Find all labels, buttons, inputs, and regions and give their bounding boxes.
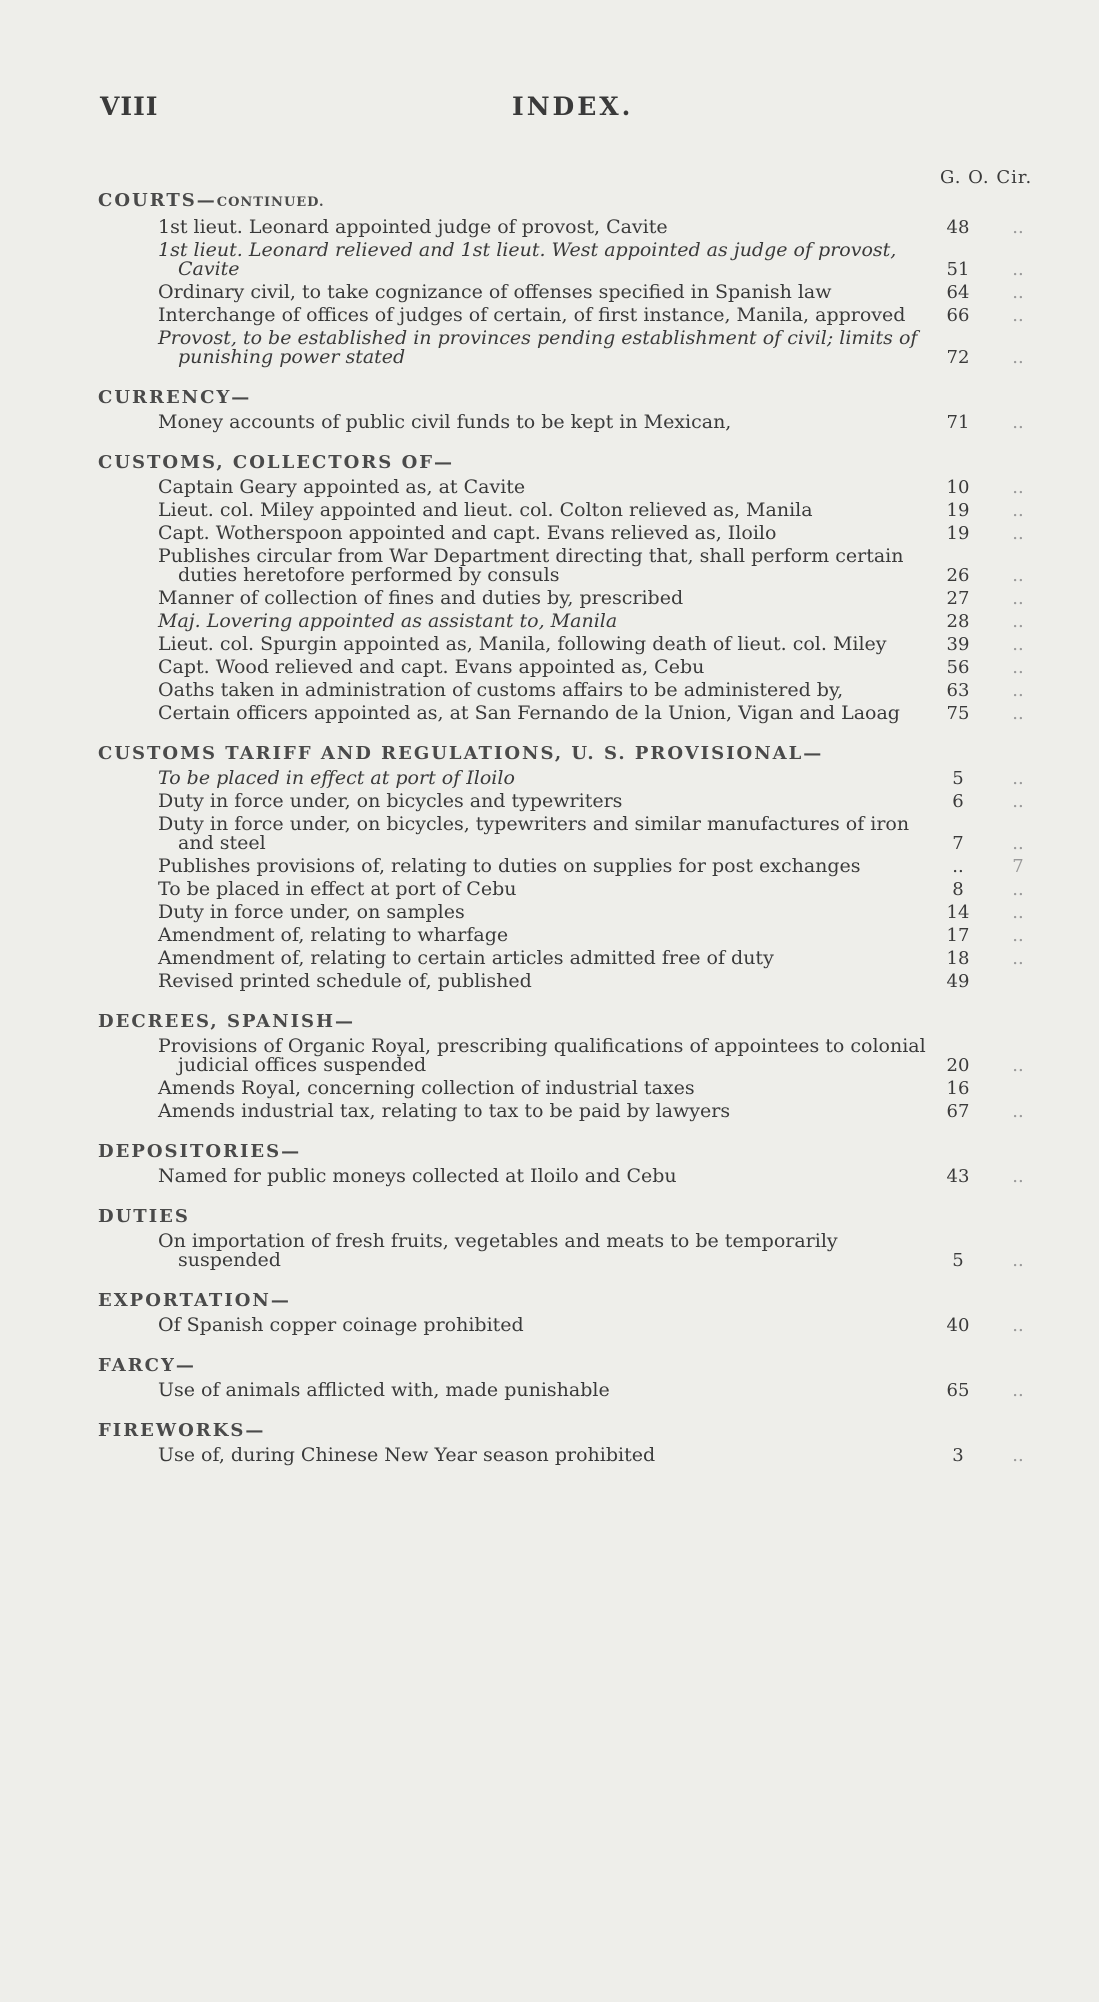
general-order-number: 19 bbox=[946, 500, 970, 521]
general-order-number: 65 bbox=[946, 1380, 970, 1401]
general-order-number: 71 bbox=[946, 412, 970, 433]
entry-text: Certain officers appointed as, at San Fernando de la Union, Vigan and Laoag bbox=[158, 702, 900, 724]
entry-text: Duty in force under, on samples bbox=[158, 901, 465, 923]
entry-text: Capt. Wotherspoon appointed and capt. Evans relieved as, Iloilo bbox=[158, 522, 777, 544]
general-order-number: 5 bbox=[952, 1250, 964, 1271]
general-order-number: 66 bbox=[946, 305, 970, 326]
section-heading bbox=[98, 1137, 1048, 1167]
general-order-number: 10 bbox=[946, 477, 970, 498]
general-order-number: 56 bbox=[946, 657, 970, 678]
index-entry bbox=[98, 610, 1024, 632]
index-section bbox=[98, 739, 1048, 991]
entry-text: Ordinary civil, to take cognizance of offenses specified in Spanish law bbox=[158, 281, 832, 303]
general-order-number: 19 bbox=[946, 523, 970, 544]
entry-text: Of Spanish copper coinage prohibited bbox=[158, 1314, 524, 1336]
general-order-number: 17 bbox=[946, 925, 970, 946]
entry-text: Maj. Lovering appointed as assistant to, Manila bbox=[158, 610, 618, 632]
general-order-number: 51 bbox=[946, 259, 970, 280]
section-heading bbox=[98, 1416, 1048, 1446]
index-entry bbox=[98, 1165, 1024, 1187]
entry-text: Lieut. col. Miley appointed and lieut. col. Colton relieved as, Manila bbox=[158, 499, 813, 521]
general-order-number: 72 bbox=[946, 347, 970, 368]
index-entry bbox=[98, 633, 1024, 655]
index-section bbox=[98, 1137, 1048, 1186]
general-order-number: 8 bbox=[952, 879, 964, 900]
section-heading bbox=[98, 448, 1048, 478]
index-entry bbox=[98, 679, 1024, 701]
circular-number: .. bbox=[1012, 1055, 1024, 1076]
index-entry bbox=[98, 702, 1024, 724]
index-section bbox=[98, 448, 1048, 723]
general-order-number: 43 bbox=[946, 1166, 970, 1187]
index-entry bbox=[98, 813, 1024, 854]
entry-text: Capt. Wood relieved and capt. Evans appointed as, Cebu bbox=[158, 656, 705, 678]
circular-number: .. bbox=[1012, 1101, 1024, 1122]
general-order-number: .. bbox=[952, 856, 964, 877]
general-order-number: 27 bbox=[946, 588, 970, 609]
entry-text: Provisions of Organic Royal, prescribing qualifications of appointees to colonial judicial offices suspended bbox=[158, 1035, 926, 1076]
index-entry bbox=[98, 924, 1024, 946]
index-entry bbox=[98, 216, 1024, 238]
section-heading-text: DUTIES bbox=[98, 1206, 190, 1227]
general-order-number: 48 bbox=[946, 217, 970, 238]
entry-text: To be placed in effect at port of Iloilo bbox=[158, 767, 515, 789]
general-order-number: 40 bbox=[946, 1315, 970, 1336]
general-order-number: 28 bbox=[946, 611, 970, 632]
index-entry bbox=[98, 790, 1024, 812]
index-section bbox=[98, 1416, 1048, 1465]
section-heading-text: EXPORTATION— bbox=[98, 1290, 291, 1311]
index-entry bbox=[98, 239, 1024, 280]
index-entry bbox=[98, 901, 1024, 923]
entry-text: Amendment of, relating to wharfage bbox=[158, 924, 509, 946]
circular-number: .. bbox=[1012, 1380, 1024, 1401]
index-section bbox=[98, 1007, 1048, 1121]
circular-number: .. bbox=[1012, 523, 1024, 544]
section-heading bbox=[98, 1351, 1048, 1381]
index-entry bbox=[98, 411, 1024, 433]
section-heading-text: COURTS— bbox=[98, 190, 217, 211]
circular-number: .. bbox=[1012, 634, 1024, 655]
circular-number: .. bbox=[1012, 477, 1024, 498]
index-entry bbox=[98, 1230, 1024, 1271]
index-entry bbox=[98, 767, 1024, 789]
entry-text: On importation of fresh fruits, vegetables and meats to be temporarily suspended bbox=[158, 1230, 838, 1271]
index-section bbox=[98, 186, 1048, 367]
general-order-number: 14 bbox=[946, 902, 970, 923]
entry-text: Amends industrial tax, relating to tax to be paid by lawyers bbox=[158, 1100, 731, 1122]
index-entry bbox=[98, 304, 1024, 326]
entry-text: 1st lieut. Leonard appointed judge of provost, Cavite bbox=[158, 216, 668, 238]
index-entry bbox=[98, 1314, 1024, 1336]
section-continued-label: CONTINUED. bbox=[216, 195, 325, 210]
circular-number: .. bbox=[1012, 259, 1024, 280]
circular-number: .. bbox=[1012, 412, 1024, 433]
index-entry bbox=[98, 587, 1024, 609]
index-section bbox=[98, 1351, 1048, 1400]
entry-text: Publishes provisions of, relating to duties on supplies for post exchanges bbox=[158, 855, 861, 877]
index-section bbox=[98, 1286, 1048, 1335]
entry-text: Oaths taken in administration of customs affairs to be administered by, bbox=[158, 679, 844, 701]
circular-number: .. bbox=[1012, 347, 1024, 368]
general-order-number: 20 bbox=[946, 1055, 970, 1076]
entry-text: Money accounts of public civil funds to be kept in Mexican, bbox=[158, 411, 732, 433]
general-order-number: 26 bbox=[946, 565, 970, 586]
page-number: VIII bbox=[100, 92, 159, 121]
section-heading bbox=[98, 739, 1048, 769]
section-heading-text: DEPOSITORIES— bbox=[98, 1141, 302, 1162]
index-section bbox=[98, 1202, 1048, 1270]
index-entries bbox=[98, 186, 1048, 1481]
circular-number: .. bbox=[1012, 833, 1024, 854]
circular-number: .. bbox=[1012, 879, 1024, 900]
section-heading bbox=[98, 1007, 1048, 1037]
entry-text: Publishes circular from War Department directing that, shall perform certain duties heretofore performed by consuls bbox=[158, 545, 904, 586]
general-order-number: 64 bbox=[946, 282, 970, 303]
entry-text: Provost, to be established in provinces pending establishment of civil; limits of punishing power stated bbox=[158, 327, 918, 368]
index-entry bbox=[98, 1035, 1024, 1076]
index-entry bbox=[98, 522, 1024, 544]
general-order-number: 63 bbox=[946, 680, 970, 701]
circular-number: .. bbox=[1012, 1250, 1024, 1271]
section-heading bbox=[98, 1202, 1048, 1232]
entry-text: Captain Geary appointed as, at Cavite bbox=[158, 476, 526, 498]
general-order-number: 16 bbox=[946, 1078, 970, 1099]
index-entry bbox=[98, 1100, 1024, 1122]
entry-text: Lieut. col. Spurgin appointed as, Manila, following death of lieut. col. Miley bbox=[158, 633, 887, 655]
index-entry bbox=[98, 878, 1024, 900]
circular-number: .. bbox=[1012, 768, 1024, 789]
general-order-number: 6 bbox=[952, 791, 964, 812]
index-entry bbox=[98, 1379, 1024, 1401]
general-order-number: 67 bbox=[946, 1101, 970, 1122]
index-entry bbox=[98, 281, 1024, 303]
circular-number: .. bbox=[1012, 925, 1024, 946]
index-entry bbox=[98, 947, 1024, 969]
column-header-go-cir: G. O. Cir. bbox=[940, 167, 1033, 188]
section-heading-text: CUSTOMS TARIFF AND REGULATIONS, U. S. PROVISIONAL— bbox=[98, 743, 824, 764]
entry-text: Use of animals afflicted with, made punishable bbox=[158, 1379, 610, 1401]
circular-number: 7 bbox=[1012, 856, 1024, 877]
section-heading-text: CUSTOMS, COLLECTORS OF— bbox=[98, 452, 455, 473]
general-order-number: 49 bbox=[946, 971, 970, 992]
entry-text: Interchange of offices of judges of certain, of first instance, Manila, approved bbox=[158, 304, 906, 326]
index-entry bbox=[98, 656, 1024, 678]
circular-number: .. bbox=[1012, 703, 1024, 724]
circular-number: .. bbox=[1012, 1445, 1024, 1466]
index-entry bbox=[98, 1444, 1024, 1466]
entry-text: Manner of collection of fines and duties by, prescribed bbox=[158, 587, 684, 609]
circular-number: .. bbox=[1012, 500, 1024, 521]
section-heading bbox=[98, 383, 1048, 413]
entry-text: Duty in force under, on bicycles, typewriters and similar manufactures of iron and steel bbox=[158, 813, 910, 854]
general-order-number: 18 bbox=[946, 948, 970, 969]
entry-text: Amends Royal, concerning collection of industrial taxes bbox=[158, 1077, 695, 1099]
circular-number: .. bbox=[1012, 948, 1024, 969]
circular-number: .. bbox=[1012, 565, 1024, 586]
circular-number: .. bbox=[1012, 611, 1024, 632]
entry-text: Amendment of, relating to certain articles admitted free of duty bbox=[158, 947, 774, 969]
index-entry bbox=[98, 855, 1024, 877]
entry-text: Use of, during Chinese New Year season prohibited bbox=[158, 1444, 656, 1466]
section-heading-text: DECREES, SPANISH— bbox=[98, 1011, 356, 1032]
index-entry bbox=[98, 499, 1024, 521]
index-entry bbox=[98, 1077, 970, 1099]
entry-text: Revised printed schedule of, published bbox=[158, 970, 532, 992]
index-entry bbox=[98, 545, 1024, 586]
section-heading bbox=[98, 186, 1048, 218]
circular-number: .. bbox=[1012, 791, 1024, 812]
general-order-number: 39 bbox=[946, 634, 970, 655]
section-heading-text: FARCY— bbox=[98, 1355, 196, 1376]
index-entry bbox=[98, 970, 970, 992]
circular-number: .. bbox=[1012, 902, 1024, 923]
entry-text: Duty in force under, on bicycles and typewriters bbox=[158, 790, 623, 812]
circular-number: .. bbox=[1012, 282, 1024, 303]
index-entry bbox=[98, 327, 1024, 368]
circular-number: .. bbox=[1012, 657, 1024, 678]
circular-number: .. bbox=[1012, 217, 1024, 238]
section-heading bbox=[98, 1286, 1048, 1316]
section-heading-text: CURRENCY— bbox=[98, 387, 252, 408]
entry-text: 1st lieut. Leonard relieved and 1st lieut. West appointed as judge of provost, Cavite bbox=[158, 239, 897, 280]
page-title: INDEX. bbox=[512, 92, 634, 121]
section-heading-text: FIREWORKS— bbox=[98, 1420, 266, 1441]
entry-text: To be placed in effect at port of Cebu bbox=[158, 878, 517, 900]
general-order-number: 7 bbox=[952, 833, 964, 854]
circular-number: .. bbox=[1012, 588, 1024, 609]
general-order-number: 3 bbox=[952, 1445, 964, 1466]
general-order-number: 5 bbox=[952, 768, 964, 789]
index-entry bbox=[98, 476, 1024, 498]
general-order-number: 75 bbox=[946, 703, 970, 724]
circular-number: .. bbox=[1012, 680, 1024, 701]
circular-number: .. bbox=[1012, 1166, 1024, 1187]
running-head bbox=[100, 92, 660, 132]
entry-text: Named for public moneys collected at Iloilo and Cebu bbox=[158, 1165, 677, 1187]
circular-number: .. bbox=[1012, 1315, 1024, 1336]
circular-number: .. bbox=[1012, 305, 1024, 326]
index-section bbox=[98, 383, 1048, 432]
